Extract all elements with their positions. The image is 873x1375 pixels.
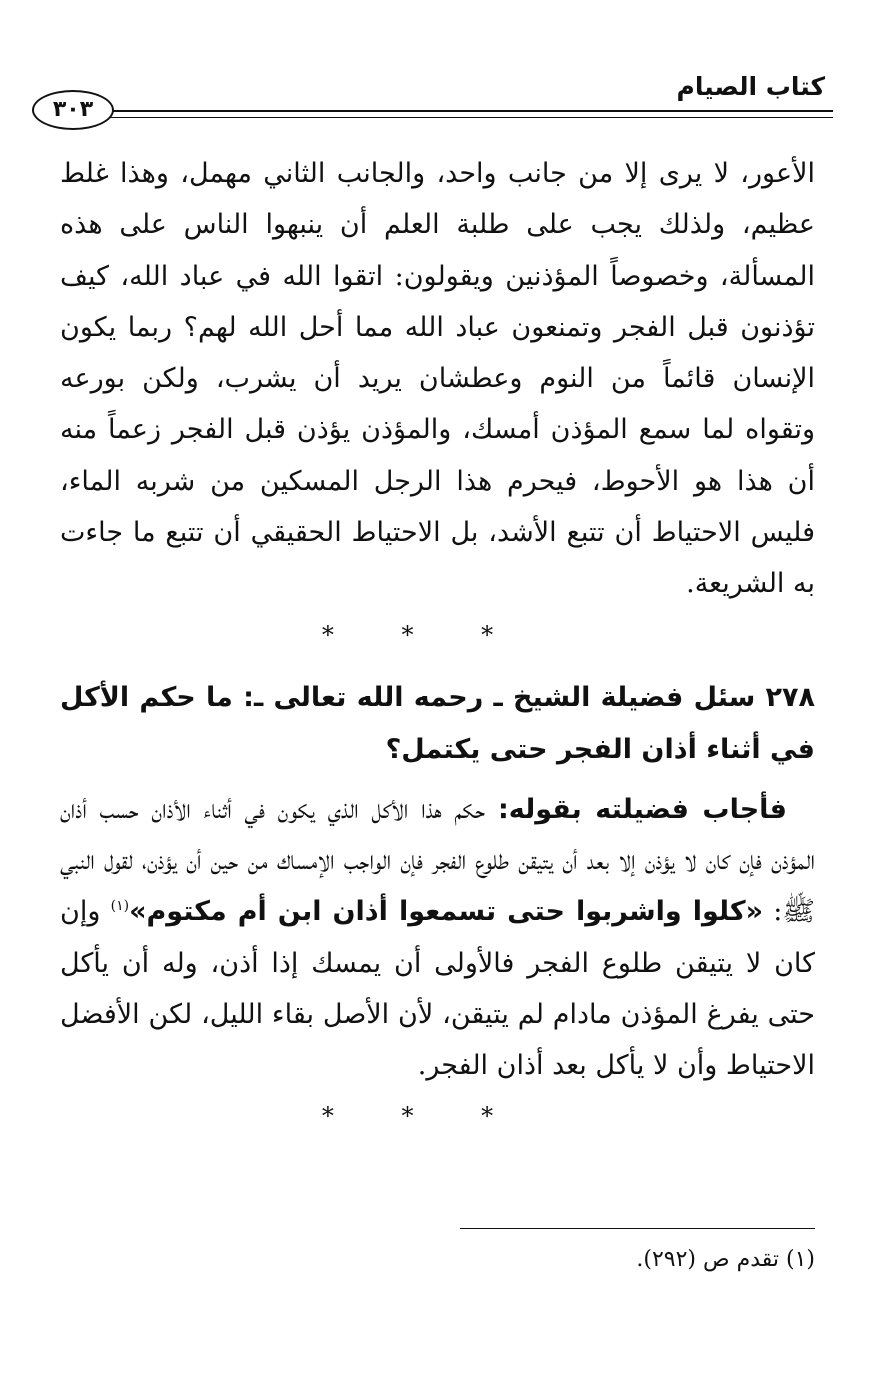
answer-lead: فأجاب فضيلته بقوله: [497, 793, 787, 825]
footnote: (١) تقدم ص (٢٩٢). [636, 1247, 815, 1272]
page-content [60, 148, 815, 1153]
page-header [20, 62, 833, 132]
question-heading: ٢٧٨ سئل فضيلة الشيخ ـ رحمه الله تعالى ـ: ما حكم الأكل في أثناء أذان الفجر حتى يكتمل؟ [60, 681, 815, 765]
footnote-rule [460, 1228, 815, 1229]
section-separator: * * * [321, 620, 524, 649]
section-separator-2: * * * [321, 1102, 524, 1131]
hadith-quote: «كلوا واشربوا حتى تسمعوا أذان ابن أم مكتوم» [129, 896, 764, 928]
running-title: كتاب الصيام [676, 72, 825, 101]
header-rule [102, 110, 833, 118]
footnote-reference[interactable]: (١) [110, 898, 130, 915]
answer-text-part-2: وإن كان لا يتيقن طلوع الفجر فالأولى أن يمسك إذا أذن، وله أن يأكل حتى يفرغ المؤذن مادام لم يتيقن، لأن الأصل بقاء الليل، لكن الأفضل الاحتياط وأن لا يأكل بعد أذان الفجر. [60, 896, 815, 1082]
answer-text-part-1: حكم هذا الأكل الذي يكون في أثناء الأذان حسب أذان المؤذن فإن كان لا يؤذن إلا بعد أن يتيقن طلوع الفجر فإن الواجب الإمساك من حين أن يؤذن، لقول النبي ﷺ: [60, 793, 816, 928]
page-number: ٣٠٣ [32, 90, 114, 130]
paragraph-continuation: الأعور، لا يرى إلا من جانب واحد، والجانب الثاني مهمل، وهذا غلط عظيم، ولذلك يجب على طلبة العلم أن ينبهوا الناس على هذه المسألة، وخصوصاً المؤذنين ويقولون: اتقوا الله في عباد الله، كيف تؤذنون قبل الفجر وتمنعون عباد الله مما أحل الله لهم؟ ربما يكون الإنسان قائماً من النوم وعطشان يريد أن يشرب، ولكن بورعه وتقواه لما سمع المؤذن أمسك، والمؤذن يؤذن قبل الفجر زعماً منه أن هذا هو الأحوط، فيحرم هذا الرجل المسكين من شربه الماء، فليس الاحتياط أن تتبع الأشد، بل الاحتياط الحقيقي أن تتبع ما جاءت به الشريعة. [60, 158, 815, 600]
answer-paragraph [60, 784, 815, 1092]
